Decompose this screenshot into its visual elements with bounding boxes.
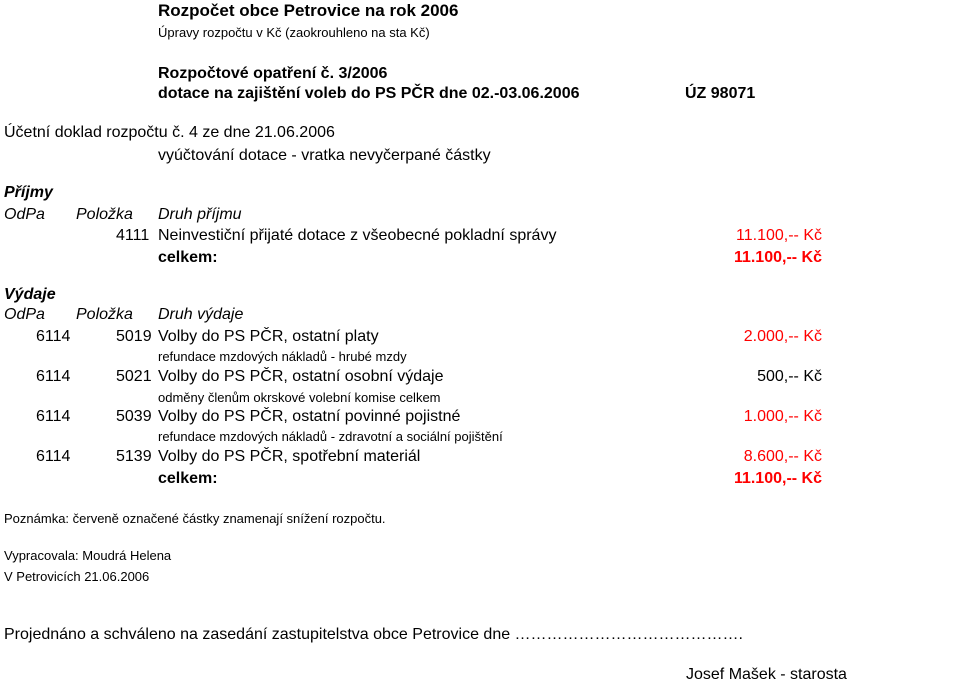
expense-row-amount: 500,-- Kč — [757, 368, 822, 385]
accounting-document: Účetní doklad rozpočtu č. 4 ze dne 21.06.2006 — [4, 124, 335, 141]
expense-row-druh: Volby do PS PČR, ostatní osobní výdaje — [158, 368, 444, 385]
place-date: V Petrovicích 21.06.2006 — [4, 569, 150, 584]
expense-row-amount: 8.600,-- Kč — [743, 448, 822, 465]
income-total-label: celkem: — [158, 249, 218, 266]
expense-heading: Výdaje — [4, 286, 56, 303]
page-subtitle: Úpravy rozpočtu v Kč (zaokrouhleno na sta Kč) — [158, 25, 430, 40]
expense-row-odpa: 6114 — [36, 448, 71, 465]
expense-row-druh: Volby do PS PČR, ostatní povinné pojistné — [158, 408, 461, 425]
expense-row-polozka: 5019 — [116, 328, 152, 345]
income-heading: Příjmy — [4, 184, 53, 201]
expense-row-druh: Volby do PS PČR, ostatní platy — [158, 328, 379, 345]
expense-row-note: refundace mzdových nákladů - hrubé mzdy — [158, 349, 407, 364]
income-col-polozka: Položka — [76, 206, 133, 223]
expense-row-polozka: 5021 — [116, 368, 152, 385]
expense-row-polozka: 5039 — [116, 408, 152, 425]
uz-code: ÚZ 98071 — [685, 85, 756, 102]
income-col-odpa: OdPa — [4, 206, 45, 223]
expense-row-polozka: 5139 — [116, 448, 152, 465]
measure-description: dotace na zajištění voleb do PS PČR dne 02.-03.06.2006 — [158, 85, 580, 102]
income-row-druh: Neinvestiční přijaté dotace z všeobecné pokladní správy — [158, 227, 557, 244]
expense-row-odpa: 6114 — [36, 328, 71, 345]
page-title: Rozpočet obce Petrovice na rok 2006 — [158, 1, 459, 20]
expense-row-note: refundace mzdových nákladů - zdravotní a sociální pojištění — [158, 429, 503, 444]
expense-col-druh: Druh výdaje — [158, 306, 244, 323]
expense-row-amount: 2.000,-- Kč — [743, 328, 822, 345]
expense-row-note: odměny členům okrskové volební komise celkem — [158, 390, 441, 405]
income-row-amount: 11.100,-- Kč — [736, 227, 822, 244]
expense-col-odpa: OdPa — [4, 306, 45, 323]
expense-total-label: celkem: — [158, 470, 218, 487]
income-col-druh: Druh příjmu — [158, 206, 242, 223]
income-total-value: 11.100,-- Kč — [733, 249, 822, 266]
expense-total-value: 11.100,-- Kč — [733, 470, 822, 487]
document-description: vyúčtování dotace - vratka nevyčerpané částky — [158, 147, 491, 164]
signature: Josef Mašek - starosta — [686, 666, 847, 683]
expense-row-odpa: 6114 — [36, 408, 71, 425]
expense-row-druh: Volby do PS PČR, spotřební materiál — [158, 448, 421, 465]
income-row-polozka: 4111 — [116, 227, 150, 244]
prepared-by: Vypracovala: Moudrá Helena — [4, 548, 172, 563]
approval-statement: Projednáno a schváleno na zasedání zastupitelstva obce Petrovice dne ……………………………………. — [4, 626, 743, 643]
expense-row-odpa: 6114 — [36, 368, 71, 385]
expense-row-amount: 1.000,-- Kč — [743, 408, 822, 425]
expense-col-polozka: Položka — [76, 306, 133, 323]
measure-title: Rozpočtové opatření č. 3/2006 — [158, 65, 388, 82]
footnote: Poznámka: červeně označené částky znamenají snížení rozpočtu. — [4, 511, 386, 526]
